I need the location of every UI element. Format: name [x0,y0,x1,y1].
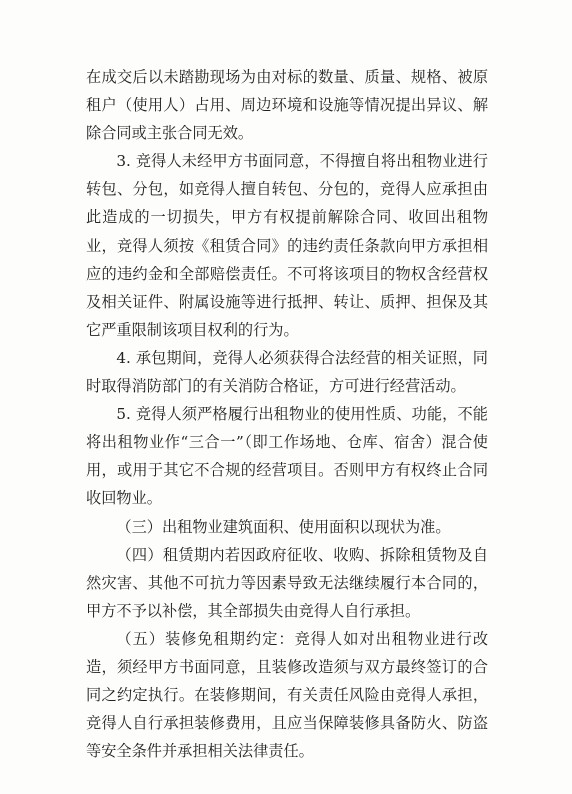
paragraph-section-3: （三）出租物业建筑面积、使用面积以现状为准。 [116,517,451,536]
paragraph-continuation: 在成交后以未踏勘现场为由对标的数量、质量、规格、被原租户（使用人）占用、周边环境和设施等情况提出异议、解除合同或主张合同无效。 [86,68,488,143]
paragraph-clause-5: 5. 竞得人须严格履行出租物业的使用性质、功能，不能将出租物业作“三合一”（即工作场地、仓库、宿舍）混合使用，或用于其它不合规的经营项目。否则甲方有权终止合同收回物业。 [86,405,488,508]
document-body [86,63,488,765]
paragraph-section-5: （五）装修免租期约定：竞得人如对出租物业进行改造，须经甲方书面同意，且装修改造须与双方最终签订的合同之约定执行。在装修期间，有关责任风险由竞得人承担，竞得人自行承担装修费用，且应当保障装修具备防火、防盗等安全条件并承担相关法律责任。 [86,629,488,761]
paragraph-clause-4: 4. 承包期间，竞得人必须获得合法经营的相关证照，同时取得消防部门的有关消防合格证，方可进行经营活动。 [86,348,488,396]
paragraph-clause-3: 3. 竞得人未经甲方书面同意，不得擅自将出租物业进行转包、分包，如竞得人擅自转包、分包的，竞得人应承担由此造成的一切损失，甲方有权提前解除合同、收回出租物业，竞得人须按《租赁合同》的违约责任条款向甲方承担相应的违约金和全部赔偿责任。不可将该项目的物权含经营权及相关证件、附属设施等进行抵押、转让、质押、担保及其它严重限制该项目权利的行为。 [86,152,488,339]
paragraph-section-4: （四）租赁期内若因政府征收、收购、拆除租赁物及自然灾害、其他不可抗力等因素导致无法继续履行本合同的，甲方不予以补偿，其全部损失由竞得人自行承担。 [86,545,488,620]
